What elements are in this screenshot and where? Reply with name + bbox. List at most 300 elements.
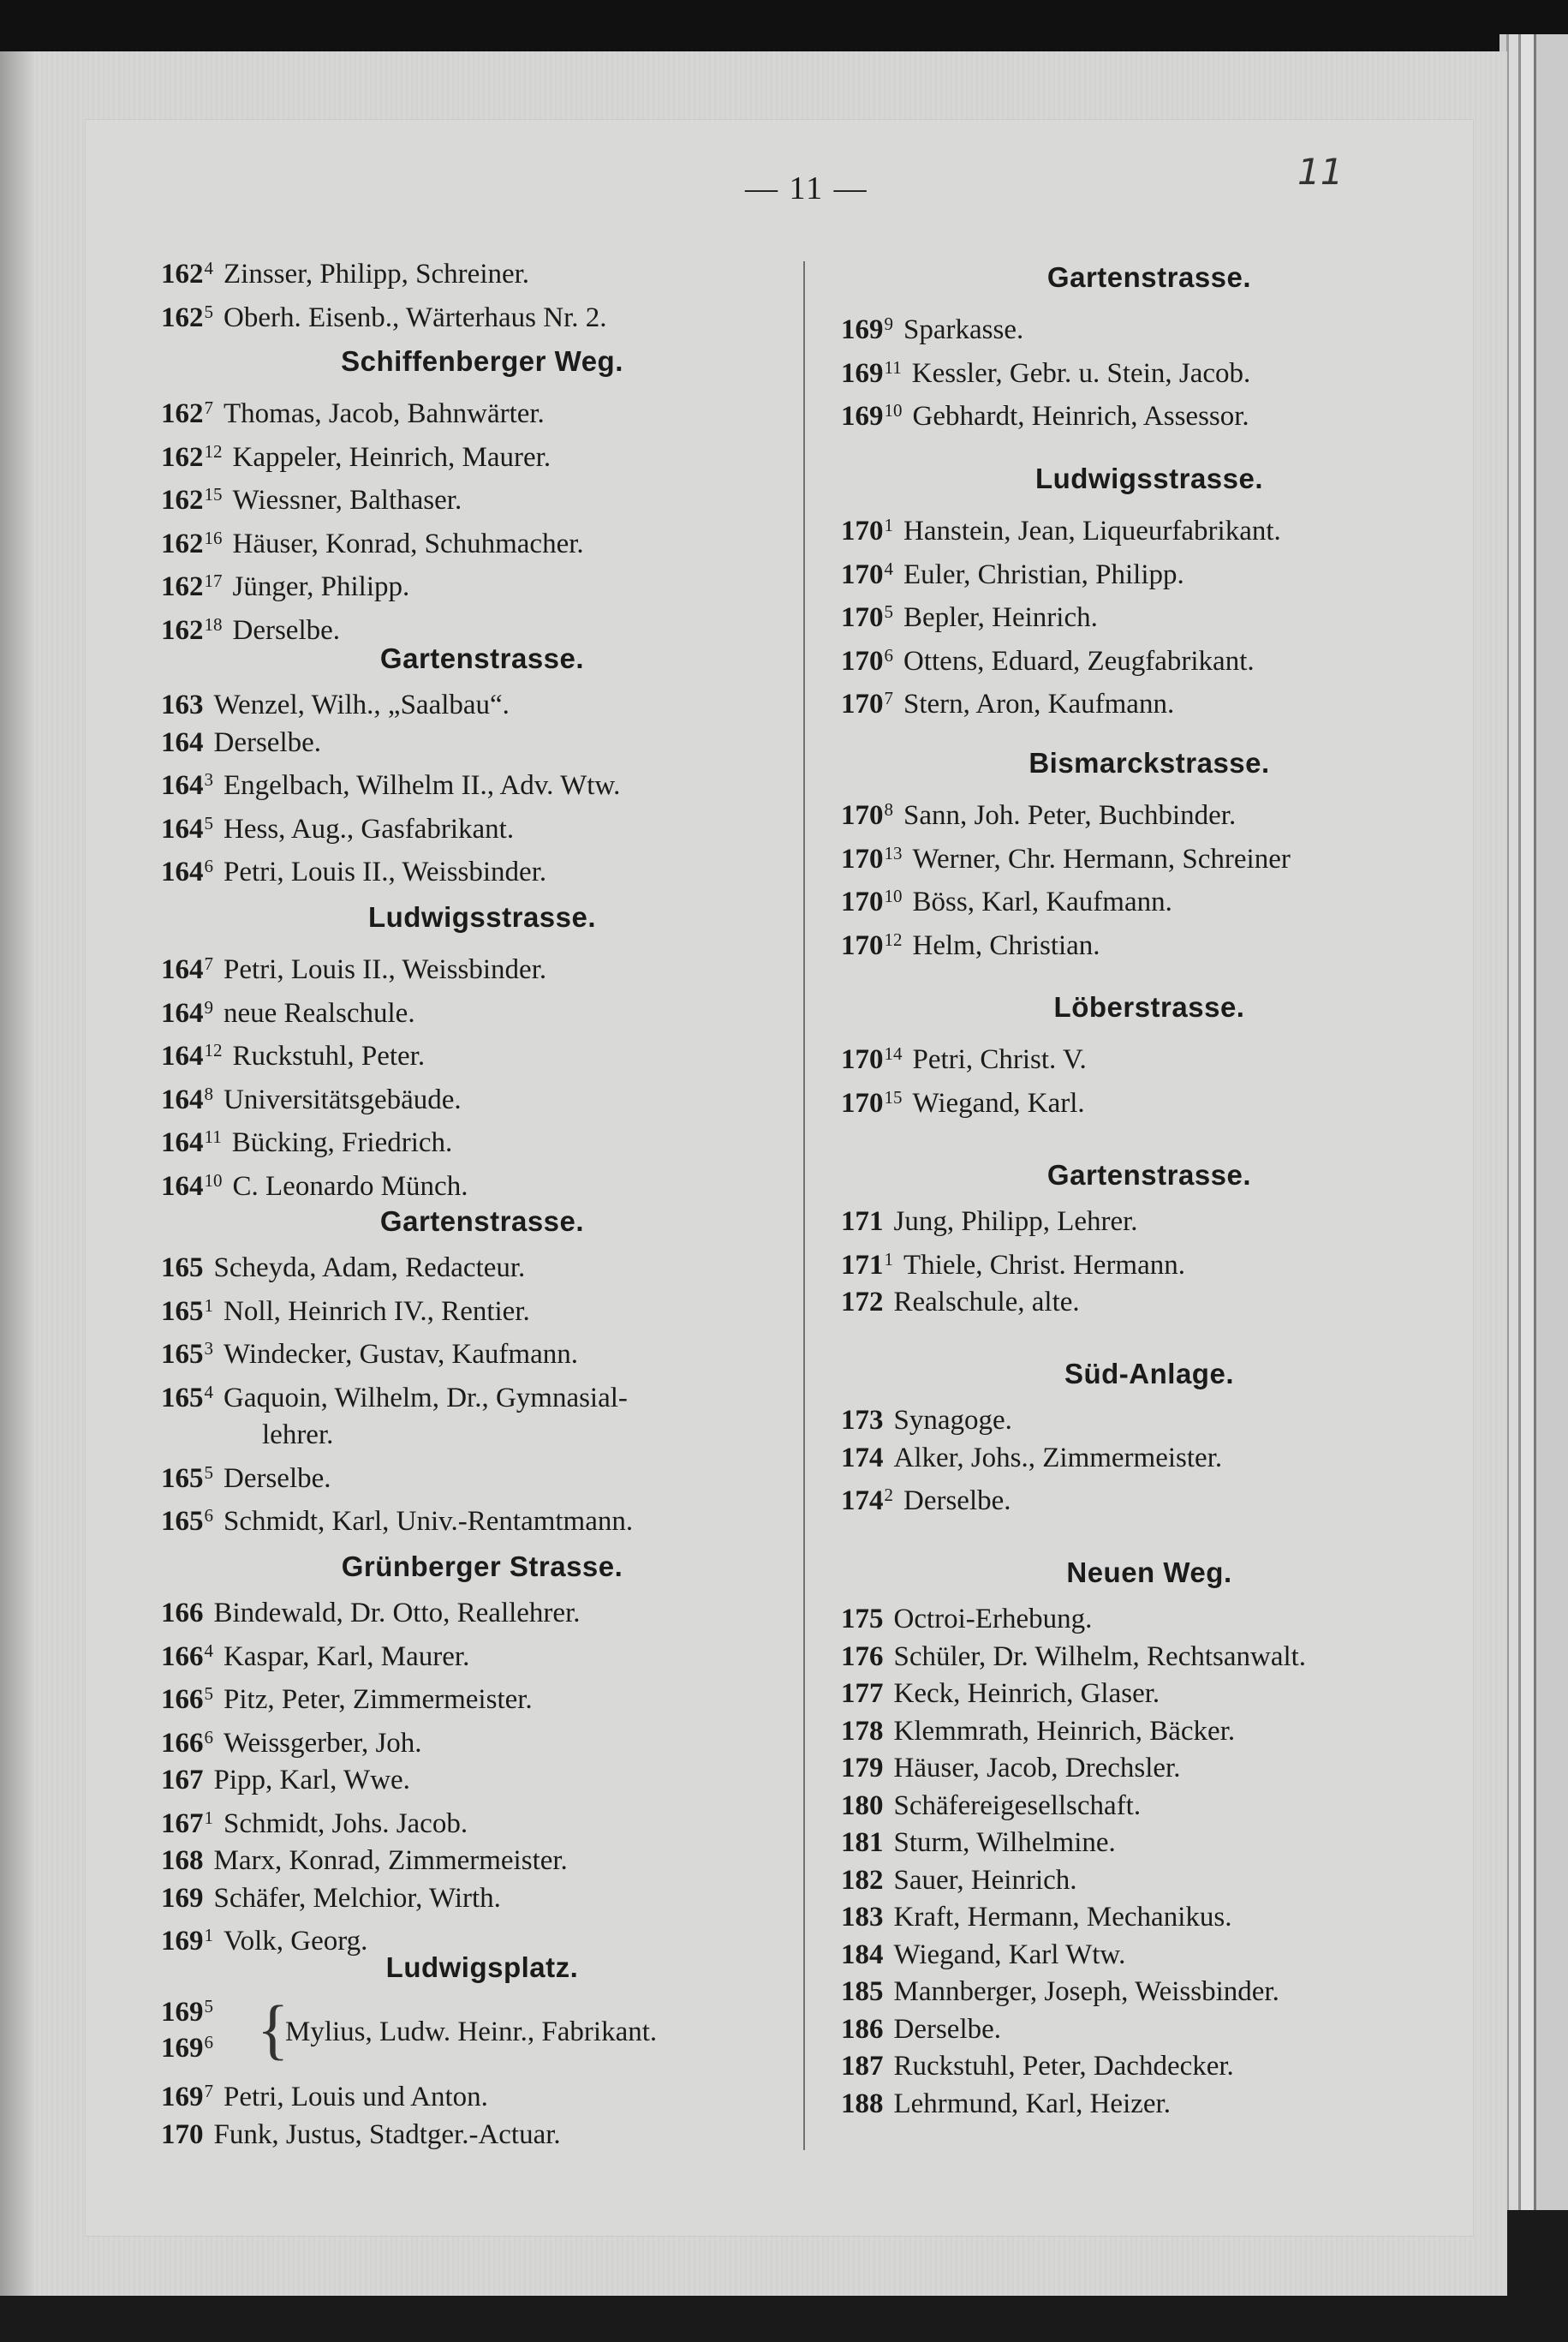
directory-entry (841, 594, 1458, 637)
house-number-main: 169 (161, 2082, 204, 2112)
directory-entry (841, 1601, 1458, 1639)
entry-text: Jung, Philipp, Lehrer. (893, 1206, 1138, 1237)
directory-entry (161, 1374, 803, 1418)
house-number-main: 169 (841, 401, 884, 432)
directory-entry (841, 1204, 1458, 1241)
directory-entry (161, 1119, 803, 1162)
house-number (841, 2086, 884, 2124)
directory-entry (161, 1719, 803, 1763)
house-number-sub: 12 (204, 440, 223, 462)
house-number-main: 174 (841, 1485, 884, 1516)
entry-text: Petri, Christ. V. (912, 1044, 1087, 1075)
house-number (841, 1079, 903, 1123)
house-number (841, 637, 893, 681)
directory-entry (161, 1676, 803, 1719)
entry-text: Mannberger, Joseph, Weissbinder. (893, 1976, 1279, 2007)
house-number-main: 165 (161, 1252, 204, 1283)
directory-entry (161, 390, 803, 433)
section-continued (161, 250, 803, 337)
house-number (161, 2032, 213, 2064)
directory-entry (841, 1862, 1458, 1900)
entry-text: Pipp, Karl, Wwe. (213, 1765, 410, 1795)
directory-entry (841, 1440, 1458, 1478)
house-number-sub: 10 (204, 1169, 223, 1191)
entry-text: Bindewald, Dr. Otto, Reallehrer. (213, 1598, 581, 1628)
directory-entry (841, 1788, 1458, 1825)
house-number (161, 1497, 213, 1541)
entry-text: Böss, Karl, Kaufmann. (912, 887, 1172, 917)
house-number (161, 1762, 204, 1800)
section-ludwigsplatz (161, 1951, 803, 2154)
house-number (161, 563, 223, 606)
house-number-main: 164 (161, 1127, 204, 1158)
entry-text: Marx, Konrad, Zimmermeister. (213, 1845, 568, 1876)
house-number-main: 171 (841, 1249, 884, 1281)
house-number-sub: 1 (204, 1294, 213, 1316)
directory-entry (161, 476, 803, 520)
street-heading: Ludwigsplatz. (385, 1951, 579, 1983)
entry-text: Ruckstuhl, Peter, Dachdecker. (893, 2051, 1234, 2082)
house-number-main: 167 (161, 1807, 204, 1839)
house-number-main: 169 (161, 1882, 204, 1914)
house-number (161, 1119, 222, 1162)
house-number-main: 165 (161, 1462, 204, 1494)
entry-text: Werner, Chr. Hermann, Schreiner (912, 843, 1291, 875)
entry-text: Universitätsgebäude. (224, 1084, 462, 1115)
house-number-main: 166 (161, 1640, 204, 1672)
directory-entry (841, 680, 1458, 724)
house-number-sub: 17 (204, 571, 223, 591)
directory-entry (841, 1974, 1458, 2011)
entry-text: Derselbe. (232, 614, 341, 646)
section-ludwigsstrasse (841, 463, 1458, 724)
house-number (841, 1937, 884, 1975)
directory-entry (161, 989, 803, 1033)
directory-entry (161, 520, 803, 564)
house-number-main: 183 (841, 1902, 884, 1933)
section-ludwigsstrasse (161, 901, 803, 1205)
directory-entry (161, 1762, 803, 1800)
entry-text: Wiegand, Karl Wtw. (893, 1939, 1126, 1970)
entry-text: Schmidt, Johs. Jacob. (224, 1807, 468, 1839)
house-number-main: 166 (161, 1684, 204, 1715)
directory-entry (841, 1825, 1458, 1862)
house-number (841, 1825, 884, 1862)
entry-text: Derselbe. (903, 1485, 1011, 1516)
house-number-sub: 6 (884, 644, 893, 666)
section-gruenberger-strasse (161, 1550, 803, 1961)
section-bismarckstrasse (841, 747, 1458, 965)
house-number-sub: 4 (884, 558, 893, 579)
entry-text: Kappeler, Heinrich, Maurer. (232, 441, 551, 473)
directory-entry (161, 1076, 803, 1120)
house-number-main: 164 (161, 1041, 204, 1072)
entry-text: Hess, Aug., Gasfabrikant. (224, 813, 515, 845)
directory-entry (161, 1595, 803, 1633)
directory-entry (161, 1330, 803, 1374)
entry-text: Oberh. Eisenb., Wärterhaus Nr. 2. (224, 302, 607, 333)
directory-entry (161, 1843, 803, 1880)
house-number-main: 164 (161, 1084, 204, 1115)
section-sued-anlage (841, 1358, 1458, 1521)
entry-text: Kaspar, Karl, Maurer. (224, 1640, 470, 1672)
house-number (841, 1862, 884, 1900)
house-number (161, 1843, 204, 1880)
house-number-main: 170 (841, 1044, 884, 1075)
entry-text: Wiessner, Balthaser. (232, 485, 462, 516)
house-number (841, 1974, 884, 2011)
directory-entry (161, 2117, 803, 2154)
house-number-sub: 4 (204, 1381, 213, 1402)
directory-entry (841, 792, 1458, 835)
house-number (841, 392, 903, 436)
house-number-main: 181 (841, 1827, 884, 1858)
house-number-sub: 5 (204, 1996, 213, 2016)
entry-text: Ruckstuhl, Peter. (232, 1041, 426, 1072)
house-number-main: 167 (161, 1765, 204, 1795)
directory-entry (161, 725, 803, 762)
street-heading: Gartenstrasse. (379, 642, 585, 674)
house-number-sub: 1 (884, 515, 893, 535)
house-number (161, 1880, 204, 1918)
house-number-sub: 15 (204, 484, 223, 505)
entry-text: Kessler, Gebr. u. Stein, Jacob. (911, 357, 1251, 389)
entry-text: Windecker, Gustav, Kaufmann. (224, 1339, 578, 1370)
house-number-main: 184 (841, 1939, 884, 1970)
house-number-sub: 5 (204, 1461, 213, 1483)
entry-continuation: lehrer. (262, 1419, 334, 1450)
house-number (161, 1633, 213, 1676)
entry-text: Keck, Heinrich, Glaser. (893, 1678, 1160, 1709)
house-number-main: 165 (161, 1506, 204, 1537)
house-number (841, 1639, 884, 1676)
directory-entry (841, 1937, 1458, 1975)
entry-text: Häuser, Konrad, Schuhmacher. (232, 528, 584, 559)
street-heading: Gartenstrasse. (379, 1205, 585, 1237)
house-number-sub: 9 (204, 996, 213, 1018)
house-number-main: 170 (841, 559, 884, 590)
house-number-main: 165 (161, 1339, 204, 1370)
entry-text: Derselbe. (213, 726, 322, 758)
house-number (841, 1204, 884, 1241)
directory-entry (841, 1639, 1458, 1676)
house-number-sub: 3 (204, 1338, 213, 1359)
house-number-sub: 6 (204, 1726, 213, 1748)
house-number-main: 188 (841, 2088, 884, 2119)
house-number (161, 1032, 223, 1076)
house-number (841, 507, 893, 551)
entry-text: Ottens, Eduard, Zeugfabrikant. (903, 645, 1255, 677)
house-number (841, 1788, 884, 1825)
house-number (161, 848, 213, 892)
house-number-main: 186 (841, 2013, 884, 2045)
entry-text: Stern, Aron, Kaufmann. (903, 689, 1175, 720)
house-number-sub: 2 (884, 1485, 893, 1505)
house-number-main: 169 (161, 1997, 204, 2028)
house-number-main: 170 (841, 929, 884, 961)
house-number-main: 166 (161, 1598, 204, 1628)
directory-entry (841, 306, 1458, 350)
entry-text: Derselbe. (893, 2013, 1002, 2045)
house-number-sub: 7 (204, 953, 213, 974)
house-number-main: 163 (161, 690, 204, 720)
house-number-sub: 5 (204, 1683, 213, 1704)
house-number-main: 170 (841, 602, 884, 633)
house-number-main: 180 (841, 1789, 884, 1821)
entry-text: Noll, Heinrich IV., Rentier. (224, 1295, 530, 1327)
directory-entry (841, 637, 1458, 681)
house-number (161, 687, 204, 725)
street-heading: Neuen Weg. (1066, 1556, 1232, 1588)
house-number-main: 171 (841, 1206, 884, 1237)
house-number-sub: 4 (204, 1640, 213, 1661)
directory-entry (841, 2086, 1458, 2124)
house-number-main: 170 (841, 516, 884, 547)
entry-text: Petri, Louis II., Weissbinder. (224, 954, 547, 985)
entry-text: Volk, Georg. (224, 1926, 368, 1957)
house-number (841, 1241, 893, 1285)
house-number-main: 177 (841, 1678, 884, 1709)
house-number-sub: 7 (204, 397, 213, 418)
house-number (161, 989, 213, 1033)
entry-text: Octroi-Erhebung. (893, 1604, 1093, 1634)
house-number (161, 520, 223, 564)
directory-entry (841, 1713, 1458, 1751)
directory-entry (161, 250, 803, 294)
directory-entry (161, 433, 803, 477)
brace-glyph: { (257, 1992, 289, 2066)
directory-entry (841, 350, 1458, 393)
house-number-main: 162 (161, 398, 204, 429)
house-number (161, 1719, 213, 1763)
street-heading: Süd-Anlage. (1064, 1358, 1234, 1389)
house-number (841, 922, 903, 965)
entry-text: Thomas, Jacob, Bahnwärter. (224, 398, 545, 429)
house-number-main: 170 (841, 800, 884, 831)
entry-text: Derselbe. (224, 1462, 331, 1494)
directory-entry (841, 835, 1458, 879)
house-number-sub: 6 (204, 2032, 213, 2052)
house-number (161, 476, 223, 520)
house-number (161, 1250, 204, 1288)
house-number-main: 170 (841, 689, 884, 720)
house-number-main: 170 (841, 887, 884, 917)
directory-entry (841, 2048, 1458, 2086)
house-number-main: 170 (841, 645, 884, 677)
book-gutter (0, 51, 34, 2296)
house-number (161, 1676, 213, 1719)
house-number (841, 835, 903, 879)
house-number-sub: 10 (884, 400, 903, 421)
house-number-main: 169 (841, 357, 884, 389)
entry-text: Schäfer, Melchior, Wirth. (213, 1882, 501, 1914)
house-number (161, 1076, 213, 1120)
house-number-main: 170 (841, 843, 884, 875)
house-number-sub: 12 (204, 1040, 223, 1060)
house-number-sub: 4 (204, 258, 213, 278)
directory-entry (841, 1676, 1458, 1713)
entry-text: Sann, Joh. Peter, Buchbinder. (903, 800, 1237, 831)
directory-entry (161, 1250, 803, 1288)
house-number-main: 164 (161, 857, 204, 887)
street-heading: Ludwigsstrasse. (367, 901, 597, 933)
entry-text: Lehrmund, Karl, Heizer. (893, 2088, 1171, 2119)
directory-entry (841, 1284, 1458, 1322)
house-number (161, 390, 213, 433)
house-number-main: 182 (841, 1864, 884, 1896)
house-number (841, 551, 893, 594)
entry-text: Kraft, Hermann, Mechanikus. (893, 1902, 1232, 1933)
directory-entry (161, 848, 803, 892)
directory-entry (841, 2011, 1458, 2049)
house-number (161, 762, 213, 805)
directory-entry (161, 946, 803, 989)
directory-entry (841, 551, 1458, 594)
entry-text: Häuser, Jacob, Drechsler. (893, 1753, 1181, 1783)
house-number-sub: 12 (884, 929, 903, 950)
entry-text: Petri, Louis II., Weissbinder. (224, 857, 547, 887)
house-number-main: 168 (161, 1845, 204, 1876)
entry-text: Zinsser, Philipp, Schreiner. (224, 259, 530, 290)
entry-text: Sparkasse. (903, 314, 1024, 345)
house-number-main: 164 (161, 997, 204, 1029)
house-number-sub: 15 (884, 1086, 903, 1108)
house-number-sub: 9 (884, 314, 893, 334)
house-number (161, 1330, 213, 1374)
house-number-sub: 3 (204, 769, 213, 790)
entry-text: Jünger, Philipp. (232, 571, 410, 602)
house-number (841, 1899, 884, 1937)
street-heading: Grünberger Strasse. (341, 1550, 623, 1582)
house-number-main: 164 (161, 770, 204, 801)
house-number-main: 179 (841, 1753, 884, 1783)
directory-entry (161, 1880, 803, 1918)
house-number (161, 1455, 213, 1498)
page-edges (1499, 34, 1568, 2210)
house-number-main: 169 (841, 314, 884, 345)
directory-entry (161, 1497, 803, 1541)
directory-entry (161, 1633, 803, 1676)
house-number (161, 1288, 213, 1331)
house-number-sub: 13 (884, 842, 903, 863)
entry-text: Schmidt, Karl, Univ.-Rentamtmann. (224, 1506, 634, 1537)
handwritten-page-number: 11 (1297, 151, 1344, 193)
directory-entry (161, 762, 803, 805)
house-number-main: 162 (161, 441, 204, 473)
house-number-main: 165 (161, 1382, 204, 1413)
house-number-main: 185 (841, 1976, 884, 2007)
house-number-main: 162 (161, 528, 204, 559)
directory-entry (161, 1032, 803, 1076)
directory-entry (161, 1288, 803, 1331)
house-number-main: 169 (161, 2033, 204, 2064)
house-number-main: 169 (161, 1926, 204, 1957)
section-schiffenberger-weg (161, 345, 803, 649)
entry-text: Petri, Louis und Anton. (224, 2082, 488, 2112)
house-number-sub: 10 (884, 886, 903, 906)
house-number (841, 878, 903, 922)
page-number: — 11 — (745, 170, 868, 206)
street-heading: Gartenstrasse. (1046, 1159, 1252, 1191)
house-number (161, 805, 213, 849)
house-number-main: 175 (841, 1604, 884, 1634)
house-number-main: 164 (161, 954, 204, 985)
entry-text: Mylius, Ludw. Heinr., Fabrikant. (285, 2016, 658, 2047)
house-number-main: 178 (841, 1715, 884, 1747)
entry-text: Weissgerber, Joh. (224, 1727, 422, 1759)
house-number-main: 164 (161, 726, 204, 758)
house-number (841, 2011, 884, 2049)
house-number (161, 1595, 204, 1633)
house-number (841, 1402, 884, 1440)
house-number (841, 680, 893, 724)
directory-entry (161, 1800, 803, 1843)
house-number-sub: 7 (204, 2081, 213, 2101)
house-number-sub: 1 (204, 1925, 213, 1945)
street-heading: Schiffenberger Weg. (341, 345, 623, 377)
house-number (841, 1713, 884, 1751)
street-heading: Gartenstrasse. (1046, 261, 1252, 293)
section-gartenstrasse (841, 261, 1458, 436)
house-number-main: 166 (161, 1727, 204, 1759)
house-number-sub: 5 (204, 301, 213, 322)
column-divider (803, 261, 805, 2150)
house-number-main: 173 (841, 1405, 884, 1436)
directory-entry (161, 1455, 803, 1498)
directory-entry (841, 878, 1458, 922)
section-neuen-weg (841, 1556, 1458, 2123)
house-number (161, 946, 213, 989)
house-number (841, 2048, 884, 2086)
entry-text: Helm, Christian. (912, 929, 1100, 961)
house-number-sub: 5 (204, 812, 213, 833)
entry-text: Bücking, Friedrich. (231, 1127, 453, 1158)
house-number (161, 1374, 213, 1418)
house-number-sub: 7 (884, 688, 893, 708)
house-number (841, 1676, 884, 1713)
house-number (841, 1440, 884, 1478)
entry-text: Wiegand, Karl. (912, 1087, 1085, 1119)
house-number (841, 1036, 903, 1079)
house-number-main: 165 (161, 1295, 204, 1327)
house-number-main: 162 (161, 614, 204, 646)
house-number-main: 187 (841, 2051, 884, 2082)
house-number (161, 294, 213, 338)
directory-entry (841, 1402, 1458, 1440)
house-number-sub: 8 (884, 799, 893, 820)
house-number-sub: 11 (204, 1126, 222, 1147)
house-number-main: 162 (161, 485, 204, 516)
house-number-main: 174 (841, 1442, 884, 1473)
house-number-sub: 11 (884, 356, 902, 378)
entry-text: neue Realschule. (224, 997, 415, 1029)
house-number (841, 306, 893, 350)
directory-entry (841, 1241, 1458, 1285)
house-number (161, 725, 204, 762)
house-number (161, 1800, 213, 1843)
entry-text: Wenzel, Wilh., „Saalbau“. (213, 690, 510, 720)
entry-text: Gaquoin, Wilhelm, Dr., Gymnasial- (224, 1382, 628, 1413)
house-number-main: 164 (161, 813, 204, 845)
grouped-entry (161, 1992, 803, 2073)
house-number (161, 1162, 223, 1206)
house-number-sub: 6 (204, 856, 213, 876)
house-number (841, 594, 893, 637)
house-number-main: 162 (161, 259, 204, 290)
entry-text: Scheyda, Adam, Redacteur. (213, 1252, 526, 1283)
house-number (841, 350, 902, 393)
house-number-main: 162 (161, 302, 204, 333)
